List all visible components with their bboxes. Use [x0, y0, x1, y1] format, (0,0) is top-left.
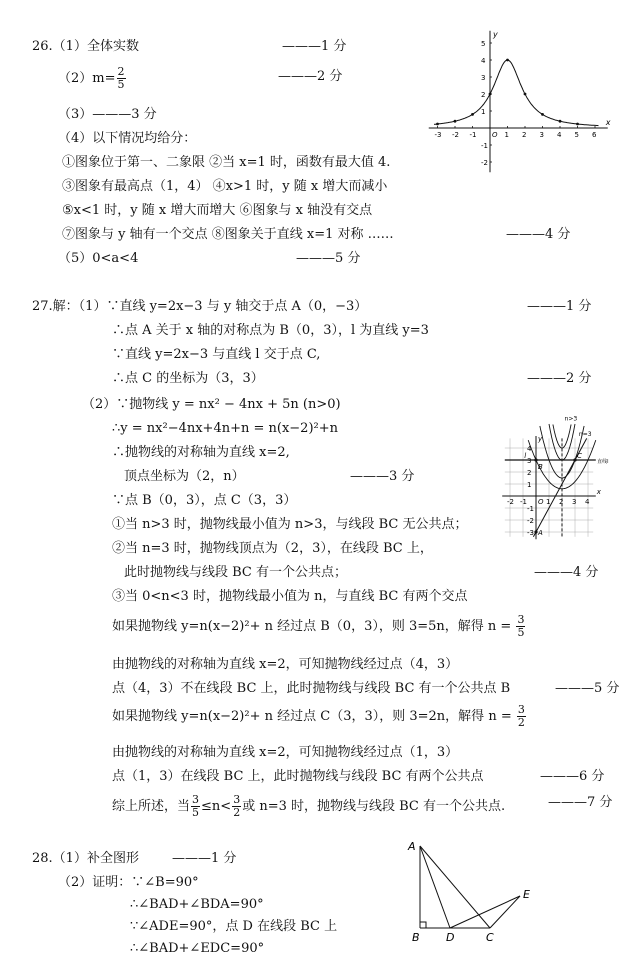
y-tick-label: 5 [481, 40, 486, 48]
q26-line-7: ⑤x<1 时，y 随 x 增大而增大 ⑥图象与 x 轴没有交点 [62, 203, 373, 218]
q27-line-8: 顶点坐标为（2，n） [124, 469, 245, 484]
fraction-l20-1: $\frac{3}{5}$ [192, 793, 200, 819]
origin-label: O [492, 131, 498, 139]
q27-line-7: ∴抛物线的对称轴为直线 x=2, [112, 445, 290, 460]
label-c: C [577, 452, 582, 460]
y-tick-label: -3 [527, 529, 534, 537]
label-a: A [408, 840, 416, 853]
q27-score-12: ———4 分 [534, 565, 599, 580]
x-tick-label: 2 [522, 131, 527, 139]
q27-line-1: 27.解：（1）∵直线 y=2x−3 与 y 轴交于点 A（0，−3） [32, 299, 368, 314]
x-tick-label: 1 [546, 498, 551, 506]
label-e: E [523, 888, 530, 901]
q26-line-9: （5）0<a<4 [58, 251, 139, 266]
label-a: A [538, 529, 543, 537]
segment-ac [420, 846, 490, 928]
y-tick-label: -2 [481, 159, 488, 167]
q27-score-19: ———6 分 [540, 769, 605, 784]
segment-ce [490, 896, 520, 928]
x-tick-label: -1 [469, 131, 477, 139]
curve-point [506, 59, 509, 62]
q26-line-2-text: （2）m= [58, 71, 116, 86]
x-tick-label: 6 [592, 131, 597, 139]
label-b: B [538, 463, 543, 471]
q26-line-5: ①图象位于第一、二象限 ②当 x=1 时，函数有最大值 4. [62, 155, 391, 170]
q27-score-1: ———1 分 [527, 299, 592, 314]
y-tick-label: 2 [481, 91, 486, 99]
q27-line-14-text: 如果抛物线 y=n(x−2)²+ n 经过点 B（0，3），则 3=5n，解得 n = [112, 619, 512, 634]
fraction-m: $\frac{2}{5}$ [117, 65, 125, 91]
q27-line-18: 由抛物线的对称轴为直线 x=2，可知抛物线经过点（1，3） [112, 745, 459, 760]
q26-line-6: ③图象有最高点（1，4） ④x>1 时，y 随 x 增大而减小 [62, 179, 388, 194]
q26-score-2: ———2 分 [278, 69, 343, 84]
graph-26-group [429, 30, 611, 172]
q26-line-1: 26.（1）全体实数 [32, 39, 139, 54]
x-tick-label: 4 [585, 498, 590, 506]
x-tick-label: -1 [520, 498, 527, 506]
q27-line-20b: ≤n< [201, 799, 232, 814]
y-axis-label: y [493, 29, 498, 39]
q27-line-9: ∵点 B（0，3），点 C（3，3） [112, 493, 297, 508]
figure-28 [400, 838, 550, 948]
x-axis-label: x [596, 488, 601, 496]
x-tick-label: 3 [539, 131, 544, 139]
label-d: D [446, 931, 455, 944]
segment-ad [420, 846, 450, 928]
q26-line-2 [58, 66, 127, 91]
q26-score-8: ———4 分 [506, 227, 571, 242]
x-axis-label: x [605, 118, 611, 127]
curve-point [471, 113, 474, 116]
label-l: l [524, 452, 527, 460]
graph-27-group [502, 415, 608, 539]
q28-score-1: ———1 分 [172, 851, 237, 866]
q27-line-17 [112, 704, 527, 729]
x-tick-label: 3 [572, 498, 577, 506]
q26-line-3: （3）———3 分 [58, 107, 157, 122]
q27-line-11: ②当 n=3 时，抛物线顶点为（2，3），在线段 BC 上， [112, 541, 433, 556]
x-tick-label: -2 [452, 131, 459, 139]
x-tick-label: -2 [507, 498, 514, 506]
x-tick-label: -3 [434, 131, 442, 139]
q26-score-9: ———5 分 [296, 251, 361, 266]
y-tick-label: 1 [481, 108, 486, 116]
q27-line-14 [112, 614, 526, 639]
q28-line-2: （2）证明：∵∠B=90° [58, 875, 199, 890]
segment-de [450, 896, 520, 928]
y-tick-label: 3 [481, 74, 486, 82]
q27-line-3: ∵直线 y=2x−3 与直线 l 交于点 C, [112, 347, 321, 362]
q26-score-1: ———1 分 [282, 39, 347, 54]
y-tick-label: -1 [527, 505, 534, 513]
y-tick-label: 4 [481, 57, 486, 65]
y-tick-label: 2 [527, 469, 532, 477]
right-angle-mark [420, 922, 426, 928]
x-tick-label: 4 [557, 131, 562, 139]
q27-line-2: ∴点 A 关于 x 轴的对称点为 B（0，3），l 为直线 y=3 [112, 323, 429, 338]
x-tick-label: 1 [504, 131, 509, 139]
q26-line-8: ⑦图象与 y 轴有一个交点 ⑧图象关于直线 x=1 对称 …… [62, 227, 394, 242]
curve-point [489, 93, 492, 96]
line-l-label: 直线l [597, 459, 609, 465]
curve [434, 60, 599, 126]
q27-line-10: ①当 n>3 时，抛物线最小值为 n>3，与线段 BC 无公共点； [112, 517, 468, 532]
q27-line-19: 点（1，3）在线段 BC 上，此时抛物线与线段 BC 有两个公共点 [112, 769, 484, 784]
label-n-gt-3: n>3 [564, 415, 578, 423]
q27-score-4: ———2 分 [527, 371, 592, 386]
label-c: C [486, 931, 494, 944]
q27-score-8: ———3 分 [350, 469, 415, 484]
graph-27 [500, 408, 628, 558]
q27-line-20a: 综上所述，当 [112, 799, 191, 814]
q27-score-20: ———7 分 [548, 795, 613, 810]
curve-point [559, 120, 562, 123]
y-tick-label: 3 [527, 457, 532, 465]
q27-line-16: 点（4，3）不在线段 BC 上，此时抛物线与线段 BC 有一个公共点 B [112, 681, 511, 696]
curve-point [541, 113, 544, 116]
q28-line-3: ∴∠BAD+∠BDA=90° [130, 897, 264, 912]
q27-line-12: 此时抛物线与线段 BC 有一个公共点； [124, 565, 348, 580]
curve-point [454, 120, 457, 123]
q28-line-5: ∴∠BAD+∠EDC=90° [130, 941, 265, 956]
q27-line-4: ∴点 C 的坐标为（3，3） [112, 371, 264, 386]
graph-26 [430, 28, 610, 186]
q27-score-16: ———5 分 [555, 681, 620, 696]
x-tick-label: 5 [574, 131, 579, 139]
q27-line-17-text: 如果抛物线 y=n(x−2)²+ n 经过点 C（3，3），则 3=2n，解得 n = [112, 709, 512, 724]
curve-point [524, 93, 527, 96]
q27-line-13: ③当 0<n<3 时，抛物线最小值为 n，与直线 BC 有两个交点 [112, 589, 468, 604]
fraction-l20-2: $\frac{3}{2}$ [233, 793, 241, 819]
q26-line-4: （4）以下情况均给分： [58, 131, 197, 146]
x-tick-label: 2 [559, 498, 564, 506]
curve-point [436, 123, 439, 126]
y-tick-label: -1 [481, 142, 488, 150]
fraction-3-2: $\frac{3}{2}$ [517, 703, 525, 729]
point-b [534, 458, 537, 461]
origin-label: O [538, 498, 544, 506]
y-axis-label: y [538, 435, 543, 443]
label-n-eq-3: n=3 [578, 431, 592, 438]
y-tick-label: 1 [527, 481, 532, 489]
q27-line-15: 由抛物线的对称轴为直线 x=2，可知抛物线经过点（4，3） [112, 657, 459, 672]
y-tick-label: -2 [527, 517, 534, 525]
q27-line-20c: 或 n=3 时，抛物线与线段 BC 有一个公共点. [242, 799, 506, 814]
curve-point [576, 123, 579, 126]
fraction-3-5: $\frac{3}{5}$ [517, 613, 525, 639]
q28-line-4: ∵∠ADE=90°，点 D 在线段 BC 上 [130, 919, 338, 934]
y-tick-label: 4 [527, 445, 532, 453]
q27-line-6: ∴y = nx²−4nx+4n+n = n(x−2)²+n [112, 421, 339, 436]
q27-line-5: （2）∵抛物线 y = nx² − 4nx + 5n (n>0) [82, 397, 341, 412]
label-b: B [412, 931, 420, 944]
q28-line-1: 28.（1）补全图形 [32, 851, 139, 866]
q27-line-20 [112, 794, 505, 819]
